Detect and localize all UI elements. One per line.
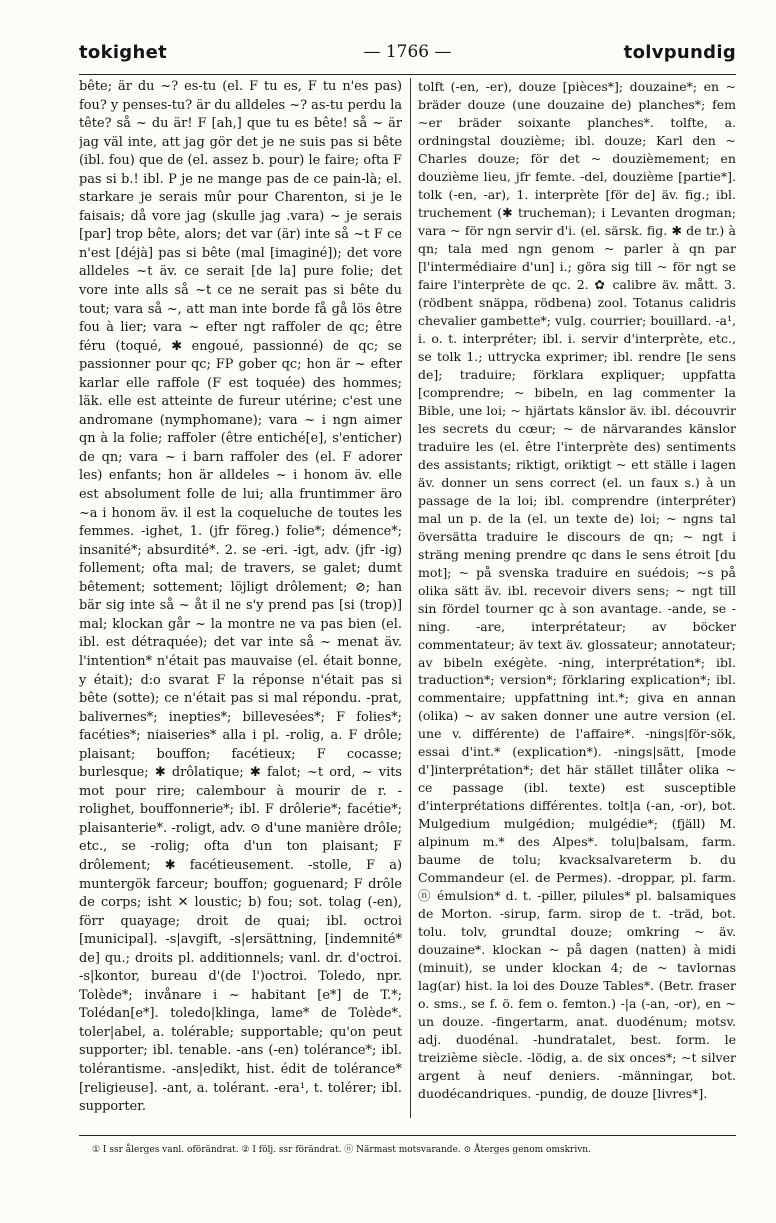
right-column [418,78,736,1124]
right-guide-word: tolvpundig [623,42,736,63]
left-column [79,78,402,1124]
column-divider [410,78,411,1118]
page-header [79,38,736,72]
right-column-text: tolft (-en, -er), douze [pièces*]; douzaine*; en ~ bräder douze (une douzaine de) planches*; fem ~er bräder soixante planches*. tolfte, a. ordningstal douzième; ibl. douze; Karl den ~ Charles douze; för det ~ douzièmement; en douzième lieu, jfr femte. -del, douzième [partie*]. tolk (-en, -ar), 1. interprète [för de] äv. fig.; ibl. truchement (✱ trucheman); i Levanten drogman; vara ~ för ngn servir d'i. (el. särsk. fig. ✱ de tr.) à qn; tala med ngn genom ~ parler à qn par [l'intermédiaire d'un] i.; göra sig till ~ för ngt se faire l'interprète de qc. 2. ✿ calibre äv. mått. 3. (rödbent snäppa, rödbena) zool. Totanus calidris chevalier gambette*; vulg. courrier; bouillard. -a¹, i. o. t. interpréter; ibl. i. servir d'interprète, etc., se tolk 1.; uttrycka exprimer; ibl. rendre [le sens de]; traduire; förklara expliquer; uppfatta [comprendre; ~ bibeln, en lag commenter la Bible, une loi; ~ hjärtats känslor äv. ibl. découvrir les secrets du cœur; ~ de närvarandes känslor traduire les (el. être l'interprète des) sentiments des assistants; riktigt, oriktigt ~ ett ställe i lagen äv. donner un sens correct (el. un faux s.) à un passage de la loi; ibl. comprendre (interpréter) mal un p. de la (el. un texte de) loi; ~ ngns tal översätta traduire le discours de qn; ~ ngt i sträng mening prendre qc dans le sens étroit [du mot]; ~ på svenska traduire en suédois; ~s på olika sätt äv. ibl. recevoir divers sens; ~ ngt till sin fördel tourner qc à son avantage. -ande, se -ning. -are, interprétateur; av böcker commentateur; äv text äv. glossateur; annotateur; av bibeln exégète. -ning, interprétation*; ibl. traduction*; version*; förklaring explication*; ibl. commentaire; uppfattning int.*; giva en annan (olika) ~ av saken donner une autre version (el. une v. différente) de l'affaire*. -nings|för-sök, essai d'int.* (explication*). -nings|sätt, [mode d']interprétation*; det här stället tillåter olika ~ ce passage (ibl. texte) est susceptible d'interprétations différentes. tolt|a (-an, -or), bot. Mulgedium mulgédion; mulgédie*; (fjäll) M. alpinum m.* des Alpes*. tolu|balsam, farm. baume de tolu; kvacksalvareterm b. du Commandeur (el. de Permes). -droppar, pl. farm. ⓝ émulsion* d. t. -piller, pilules* pl. balsamiques de Morton. -sirup, farm. sirop de t. -träd, bot. tolu. tolv, grundtal douze; omkring ~ äv. douzaine*. klockan ~ på dagen (natten) à midi (minuit), se under klockan 4; de ~ tavlornas lag(ar) hist. la loi des Douze Tables*. (Betr. fraser o. sms., se f. ö. fem o. femton.) -|a (-an, -or), en ~ un douze. -fingertarm, anat. duodénum; motsv. adj. duodénal. -hundratalet, best. form. le treizième siècle. -lödig, a. de six onces*; ~t silver argent à neuf deniers. -männingar, bot. duodécandriques. -pundig, de douze [livres*]. [418,79,736,1102]
left-column-text: bête; är du ~? es-tu (el. F tu es, F tu n'es pas) fou? y penses-tu? är du alldeles ~? as-tu perdu la tête? så ~ du är! F [ah,] que tu es bête! så ~ är jag väl inte, att jag gör det je ne suis pas si bête (ibl. fou) que de (el. assez b. pour) le faire; ofta F pas si b.! ibl. P je ne mange pas de ce pain-là; el. starkare je serais mûr pour Charenton, si je le faisais; då vore jag (skulle jag .vara) ~ je serais [par] trop bête, alors; det var (är) inte så ~t F ce n'est [déjà] pas si bête (mal [imaginé]); det vore alldeles ~t äv. ce serait [de la] pure folie; det vore inte alls så ~t ce ne serait pas si bête du tout; vara så ~, att man inte borde få gå lös être fou à lier; vara ~ efter ngt raffoler de qc; être féru (toqué, ✱ engoué, passionné) de qc; se passionner pour qc; FP gober qc; hon är ~ efter karlar elle raffole (F est toquée) des hommes; läk. elle est atteinte de fureur utérine; c'est une andromane (nymphomane); vara ~ i ngn aimer qn à la folie; raffoler (être entiché[e], s'enticher) de qn; vara ~ i barn raffoler des (el. F adorer les) enfants; hon är alldeles ~ i honom äv. elle est absolument folle de lui; alla fruntimmer äro ~a i honom äv. il est la coqueluche de toutes les femmes. -ighet, 1. (jfr föreg.) folie*; démence*; insanité*; absurdité*. 2. se -eri. -igt, adv. (jfr -ig) follement; ofta mal; de travers, se galet; dumt bêtement; sottement; löjligt drôlement; ⊘; han bär sig inte så ~ åt il ne s'y prend pas [si (trop)] mal; klockan går ~ la montre ne va pas bien (el. ibl. est détraquée); det var inte så ~ menat äv. l'intention* n'était pas mauvaise (el. était bonne, y était); d:o svarat F la réponse n'était pas si bête (sotte); ce n'était pas si mal répondu. -prat, balivernes*; inepties*; billevesées*; F folies*; facéties*; niaiseries* alla i pl. -rolig, a. F drôle; plaisant; bouffon; facétieux; F cocasse; burlesque; ✱ drôlatique; ✱ falot; ~t ord, ~ vits mot pour rire; calembour à mourir de r. -rolighet, bouffonnerie*; ibl. F drôlerie*; facétie*; plaisanterie*. -roligt, adv. ⊙ d'une manière drôle; etc., se -rolig; ofta d'un ton plaisant; F drôlement; ✱ facétieusement. -stolle, F a) muntergök farceur; bouffon; goguenard; F drôle de corps; isht ✕ loustic; b) fou; sot. tolag (-en), förr quayage; droit de quai; ibl. octroi [municipal]. -s|avgift, -s|ersättning, [indemnité* de] qu.; droits pl. additionnels; vanl. dr. d'octroi. -s|kontor, bureau d'(de l')octroi. Toledo, npr. Tolède*; invånare i ~ habitant [e*] de T.*; Tolédan[e*]. toledo|klinga, lame* de Tolède*. toler|abel, a. tolérable; supportable; qu'on peut supporter; ibl. tenable. -ans (-en) tolérance*; ibl. tolérantisme. -ans|edikt, hist. édit de tolérance* [religieuse]. -ant, a. tolérant. -era¹, t. tolérer; ibl. supporter. [79,79,402,1115]
left-guide-word: tokighet [79,42,168,63]
header-rule [79,74,736,75]
footnote-legend: ① I ssr ålerges vanl. oförändrat. ② I följ. ssr förändrat. ⓝ Närmast motsvarande. ⊙ Återges genom omskrivn. [92,1145,591,1155]
page-number: — 1766 — [363,42,452,62]
footnote-rule [79,1135,736,1136]
